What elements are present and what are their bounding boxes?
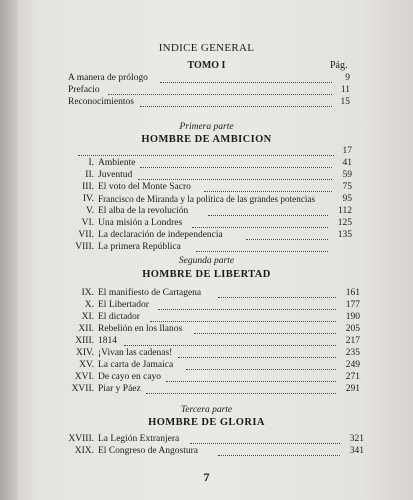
chapter-roman: IV. <box>82 194 94 204</box>
chapter-page: 59 <box>342 170 352 180</box>
chapter-roman: III. <box>82 182 94 192</box>
entry-page: 15 <box>340 97 350 107</box>
chapter-title: 1814 <box>98 336 117 346</box>
chapter-roman: II. <box>85 170 94 180</box>
chapter-title: La declaración de independencia <box>98 230 223 240</box>
dot-leader <box>186 368 336 370</box>
chapter-title: Juventud <box>98 170 133 180</box>
entry-label: Prefacio <box>68 85 100 95</box>
dot-leader <box>246 238 328 240</box>
chapter-roman: XIV. <box>75 348 94 358</box>
chapter-title: El alba de la revolución <box>98 206 189 216</box>
toc-chapter-row[interactable] <box>54 300 360 312</box>
chapter-page: 235 <box>345 348 360 358</box>
chapter-page: 190 <box>345 312 360 322</box>
toc-chapter-row[interactable] <box>54 336 360 348</box>
toc-chapter-row[interactable] <box>54 446 364 458</box>
dot-leader <box>150 320 336 322</box>
chapter-title: El voto del Monte Sacro <box>98 182 191 192</box>
chapter-page: 271 <box>345 372 360 382</box>
dot-leader <box>108 93 332 95</box>
dot-leader <box>140 105 332 107</box>
toc-entry-part1-intro[interactable] <box>78 146 352 158</box>
chapter-title: Piar y Páez <box>98 384 141 394</box>
chapter-roman: X. <box>84 300 94 310</box>
dot-leader <box>124 344 336 346</box>
dot-leader <box>204 190 332 192</box>
chapter-title: El Congreso de Angostura <box>98 446 199 456</box>
part-label-1: Primera parte <box>179 122 234 132</box>
toc-entry-prologo[interactable] <box>68 73 350 85</box>
part-title-2: HOMBRE DE LIBERTAD <box>142 269 271 280</box>
chapter-roman: XV. <box>79 360 94 370</box>
chapter-title: La Legión Extranjera <box>98 434 180 444</box>
toc-chapter-row[interactable] <box>54 434 364 446</box>
chapter-page: 135 <box>337 230 352 240</box>
toc-chapter-row[interactable] <box>54 158 352 170</box>
part-label-3: Tercera parte <box>180 405 233 415</box>
dot-leader <box>78 154 334 156</box>
dot-leader <box>218 296 336 298</box>
toc-entry-prefacio[interactable] <box>68 85 350 97</box>
chapter-page: 341 <box>349 446 364 456</box>
entry-label: Reconocimientos <box>68 97 134 107</box>
chapter-roman: XVI. <box>74 372 94 382</box>
chapter-page: 249 <box>345 360 360 370</box>
dot-leader <box>208 214 328 216</box>
dot-leader <box>166 380 336 382</box>
toc-chapter-row[interactable] <box>54 182 352 194</box>
chapter-roman: XIII. <box>75 336 94 346</box>
chapter-page: 177 <box>345 300 360 310</box>
index-title: INDICE GENERAL <box>158 42 255 54</box>
dot-leader <box>194 332 336 334</box>
toc-chapter-row[interactable] <box>54 194 352 206</box>
toc-chapter-row[interactable] <box>54 360 360 372</box>
chapter-roman: VII. <box>78 230 94 240</box>
dot-leader <box>146 392 336 394</box>
toc-chapter-row[interactable] <box>54 312 360 324</box>
dot-leader <box>190 442 340 444</box>
chapter-title: El Libertador <box>98 300 149 310</box>
page-number: 7 <box>203 470 210 484</box>
chapter-roman: VIII. <box>75 242 94 252</box>
toc-chapter-row[interactable] <box>54 242 352 254</box>
chapter-title: El manifiesto de Cartagena <box>98 288 202 298</box>
part-label-2: Segunda parte <box>178 256 235 266</box>
toc-chapter-row[interactable] <box>54 348 360 360</box>
dot-leader <box>218 454 340 456</box>
chapter-roman: XIX. <box>74 446 94 456</box>
chapter-roman: XII. <box>78 324 94 334</box>
dot-leader <box>160 81 332 83</box>
page-column-label: Pág. <box>330 60 348 71</box>
entry-page: 9 <box>345 73 350 83</box>
chapter-title: De cayo en cayo <box>98 372 162 382</box>
dot-leader <box>196 250 328 252</box>
chapter-page: 205 <box>345 324 360 334</box>
toc-chapter-row[interactable] <box>54 218 352 230</box>
chapter-title: La primera República <box>98 242 181 252</box>
part-title-1: HOMBRE DE AMBICION <box>141 134 272 145</box>
tomo-title: TOMO I <box>187 60 226 71</box>
toc-chapter-row[interactable] <box>54 288 360 300</box>
dot-leader <box>192 226 328 228</box>
chapter-title: ¡Vivan las cadenas! <box>98 348 173 358</box>
toc-chapter-row[interactable] <box>54 230 352 242</box>
chapter-page: 95 <box>342 194 352 204</box>
toc-chapter-row[interactable] <box>54 206 352 218</box>
chapter-roman: VI. <box>81 218 94 228</box>
chapter-title: Ambiente <box>98 158 136 168</box>
chapter-page: 217 <box>345 336 360 346</box>
chapter-title: El dictador <box>98 312 140 322</box>
entry-page: 11 <box>340 85 350 95</box>
chapter-roman: IX. <box>81 288 94 298</box>
chapter-page: 291 <box>345 384 360 394</box>
toc-entry-reconocimientos[interactable] <box>68 97 350 109</box>
dot-leader <box>158 308 336 310</box>
chapter-title: Francisco de Miranda y la política de las grandes potencias <box>98 194 316 204</box>
chapter-title: Rebelión en los llanos <box>98 324 183 334</box>
chapter-page: 75 <box>342 182 352 192</box>
toc-chapter-row[interactable] <box>54 324 360 336</box>
toc-chapter-row[interactable] <box>54 170 352 182</box>
chapter-roman: V. <box>85 206 94 216</box>
part-title-3: HOMBRE DE GLORIA <box>148 417 265 428</box>
chapter-title: Una misión a Londres <box>98 218 183 228</box>
toc-chapter-row[interactable] <box>54 372 360 384</box>
entry-label: A manera de prólogo <box>68 73 148 83</box>
entry-page: 17 <box>342 146 352 156</box>
dot-leader <box>178 356 336 358</box>
dot-leader <box>138 178 332 180</box>
chapter-title: La carta de Jamaica <box>98 360 174 370</box>
chapter-roman: I. <box>88 158 94 168</box>
chapter-page: 161 <box>345 288 360 298</box>
chapter-page: 125 <box>337 218 352 228</box>
chapter-roman: XI. <box>81 312 94 322</box>
toc-chapter-row[interactable] <box>54 384 360 396</box>
chapter-roman: XVII. <box>71 384 94 394</box>
chapter-page: 41 <box>342 158 352 168</box>
chapter-roman: XVIII. <box>68 434 94 444</box>
chapter-page: 112 <box>338 206 352 216</box>
dot-leader <box>140 166 332 168</box>
chapter-page: 321 <box>349 434 364 444</box>
